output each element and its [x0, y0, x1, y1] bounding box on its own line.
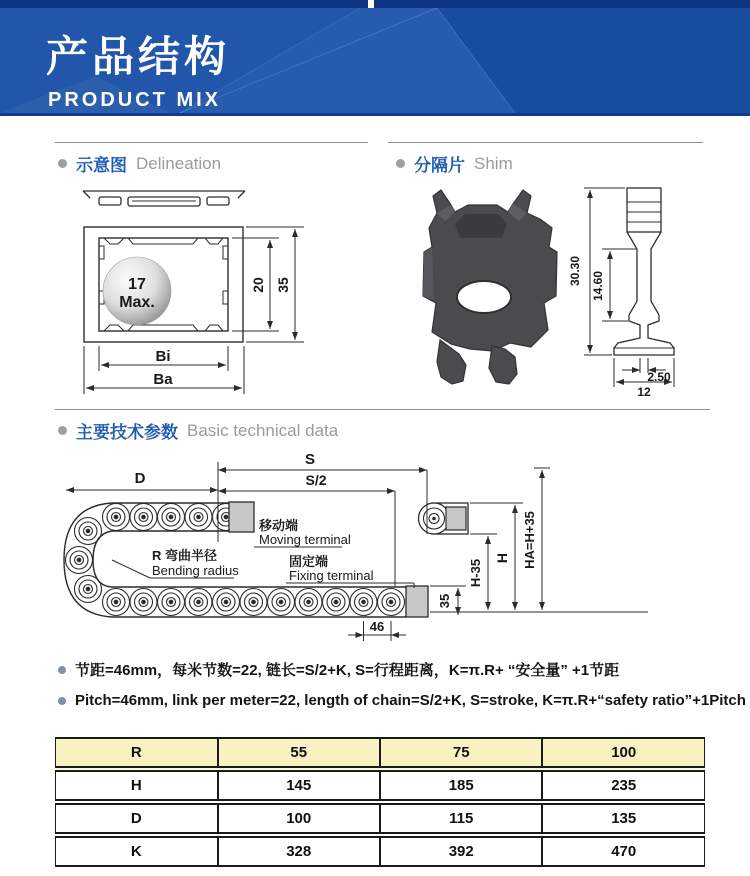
bend-diagram	[55, 450, 730, 648]
section-title-cn: 示意图	[76, 156, 127, 175]
section-title-cn: 主要技术参数	[76, 423, 178, 442]
header-cell: 75	[380, 738, 542, 769]
cell: 135	[542, 802, 704, 835]
header-cell: 55	[218, 738, 380, 769]
section-title-en: Basic technical data	[187, 420, 339, 440]
bullet-icon	[58, 159, 67, 168]
outer-width-dim: Ba	[153, 371, 173, 388]
ball-max-label: Max.	[119, 294, 155, 311]
fixing-terminal-cn: 固定端	[289, 554, 329, 569]
inner-width-dim: Bi	[155, 348, 171, 365]
moving-terminal-detached-link	[419, 503, 469, 534]
cell: 470	[542, 835, 704, 866]
divider-shim	[388, 142, 703, 143]
header-cell: R	[56, 738, 218, 769]
shim-total-height-dim: 30.30	[568, 255, 582, 287]
moving-terminal-cn: 移动端	[259, 518, 299, 533]
header-cell: 100	[542, 738, 704, 769]
row-label: K	[130, 843, 142, 860]
ha-dim: HA=H+35	[522, 511, 537, 569]
top-strip-notch	[368, 0, 374, 8]
spec-table	[55, 737, 705, 867]
cell: 100	[218, 802, 380, 835]
bending-radius-en: Bending radius	[152, 563, 239, 578]
shim-3d-render	[423, 190, 557, 384]
section-header-delineation	[58, 151, 221, 176]
d-dim-label: D	[134, 470, 146, 487]
shim-diagram	[390, 178, 720, 400]
shim-base-width-dim: 12	[637, 385, 651, 399]
cell: 392	[380, 835, 542, 866]
moving-terminal-block	[229, 502, 254, 532]
divider-technical	[55, 409, 710, 410]
delineation-diagram	[55, 180, 375, 408]
h-dim: H	[494, 552, 510, 564]
page-subtitle: PRODUCT MIX	[48, 89, 221, 111]
cell: 328	[218, 835, 380, 866]
h-minus-35-dim: H-35	[468, 558, 483, 588]
bullet-icon	[58, 697, 66, 705]
moving-terminal-en: Moving terminal	[259, 532, 351, 547]
section-title-cn: 分隔片	[414, 156, 465, 175]
chain-lid-cross-section	[83, 191, 245, 206]
stroke-dim-label: S	[304, 451, 316, 468]
section-header-shim	[396, 151, 513, 176]
bullet-icon	[396, 159, 405, 168]
half-stroke-dim-label: S/2	[305, 472, 327, 488]
fixing-terminal-en: Fixing terminal	[289, 568, 374, 583]
note-text: Pitch=46mm, link per meter=22, length of chain=S/2+K, S=stroke, K=π.R+“safety ratio”+1Pitch	[75, 692, 746, 709]
note-pitch-en	[58, 692, 746, 709]
cell: 235	[542, 769, 704, 802]
ball-diameter-label: 17	[128, 276, 146, 293]
cell: 145	[218, 769, 380, 802]
table-row	[56, 802, 705, 835]
fixing-terminal-block	[406, 586, 428, 617]
header-banner	[0, 8, 750, 116]
bullet-icon	[58, 666, 66, 674]
table-row	[56, 835, 705, 866]
divider-delineation	[55, 142, 368, 143]
section-title-en: Shim	[474, 153, 513, 173]
note-pitch-cn	[58, 659, 619, 680]
shim-profile-drawing	[614, 188, 674, 355]
shim-thickness-dim: 2.50	[647, 370, 671, 384]
pitch-dim: 46	[369, 619, 385, 634]
table-header-row	[56, 738, 705, 769]
link-height-dim: 35	[437, 593, 452, 609]
bullet-icon	[58, 426, 67, 435]
section-title-en: Delineation	[136, 153, 222, 173]
row-label: D	[56, 802, 218, 835]
row-label: H	[56, 769, 218, 802]
cell: 185	[380, 769, 542, 802]
top-strip	[0, 0, 750, 8]
note-text: 节距=46mm，每米节数=22, 链长=S/2+K, S=行程距离，K=π.R+ “安全量” +1节距	[75, 662, 620, 679]
cell: 115	[380, 802, 542, 835]
section-header-technical	[58, 418, 338, 443]
shim-mid-height-dim: 14.60	[591, 270, 605, 302]
inner-height-dim: 20	[250, 277, 266, 293]
table-row	[56, 769, 705, 802]
bending-radius-cn: R 弯曲半径	[152, 548, 218, 563]
page-title: 产品结构	[46, 33, 231, 80]
outer-height-dim: 35	[275, 277, 291, 293]
